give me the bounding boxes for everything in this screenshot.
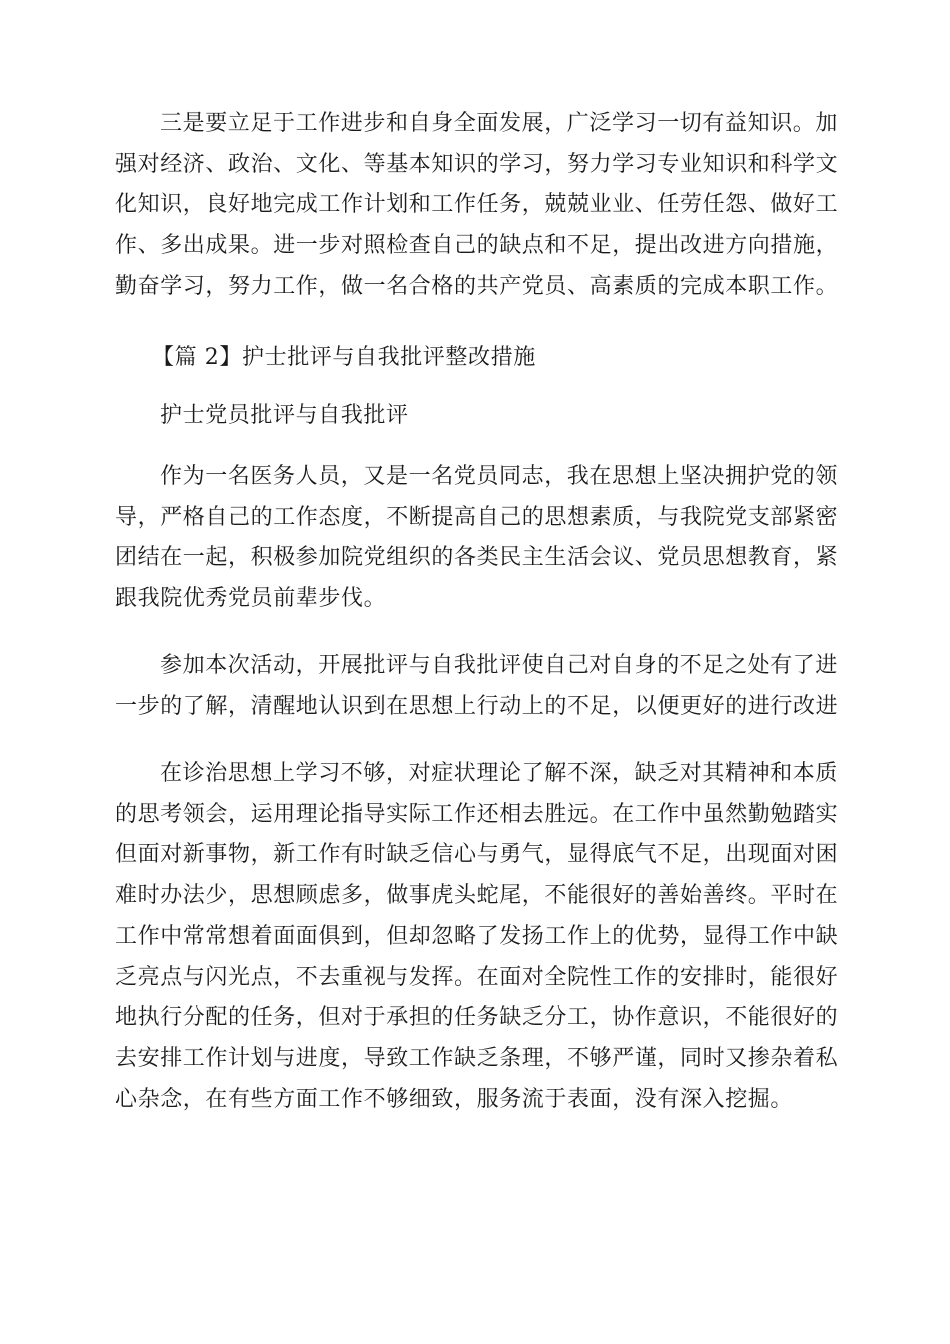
text-line: 强对经济、政治、文化、等基本知识的学习，努力学习专业知识和科学文 [115,151,839,177]
text-line: 作为一名医务人员，又是一名党员同志，我在思想上坚决拥护党的领 [160,464,839,489]
paragraph-party-member [115,457,840,620]
section-heading: 【篇 2】护士批评与自我批评整改措施 [152,345,536,370]
section-subheading: 护士党员批评与自我批评 [160,403,409,428]
text-line: 一步的了解，清醒地认识到在思想上行动上的不足，以便更好的进行改进 [115,693,839,719]
paragraph-activity [115,646,840,727]
text-line: 勤奋学习，努力工作，做一名合格的共产党员、高素质的完成本职工作。 [115,273,839,299]
text-line: 三是要立足于工作进步和自身全面发展，广泛学习一切有益知识。加 [160,111,839,136]
text-line: 工作中常常想着面面俱到，但却忽略了发扬工作上的优势，显得工作中缺 [115,923,839,949]
text-line: 化知识，良好地完成工作计划和工作任务，兢兢业业、任劳任怨、做好工 [115,192,839,218]
text-line: 的思考领会，运用理论指导实际工作还相去胜远。在工作中虽然勤勉踏实 [115,801,839,827]
text-line: 参加本次活动，开展批评与自我批评使自己对自身的不足之处有了进 [160,653,839,678]
text-line: 地执行分配的任务，但对于承担的任务缺乏分工，协作意识，不能很好的 [115,1005,839,1031]
paragraph-self-development [115,104,840,308]
text-line: 在诊治思想上学习不够，对症状理论了解不深，缺乏对其精神和本质 [160,761,839,786]
text-line: 跟我院优秀党员前辈步伐。 [115,586,387,612]
text-line: 心杂念，在有些方面工作不够细致，服务流于表面，没有深入挖掘。 [115,1086,794,1112]
text-line: 导，严格自己的工作态度，不断提高自己的思想素质，与我院党支部紧密 [115,504,839,530]
text-line: 去安排工作计划与进度，导致工作缺乏条理，不够严谨，同时又掺杂着私 [115,1045,839,1071]
text-line: 团结在一起，积极参加院党组织的各类民主生活会议、党员思想教育，紧 [115,545,839,571]
text-line: 作、多出成果。进一步对照检查自己的缺点和不足，提出改进方向措施， [115,233,839,259]
text-line: 乏亮点与闪光点，不去重视与发挥。在面对全院性工作的安排时，能很好 [115,964,839,990]
text-line: 难时办法少，思想顾虑多，做事虎头蛇尾，不能很好的善始善终。平时在 [115,883,839,909]
paragraph-shortcomings [115,754,840,1120]
text-line: 但面对新事物，新工作有时缺乏信心与勇气，显得底气不足，出现面对困 [115,842,839,868]
